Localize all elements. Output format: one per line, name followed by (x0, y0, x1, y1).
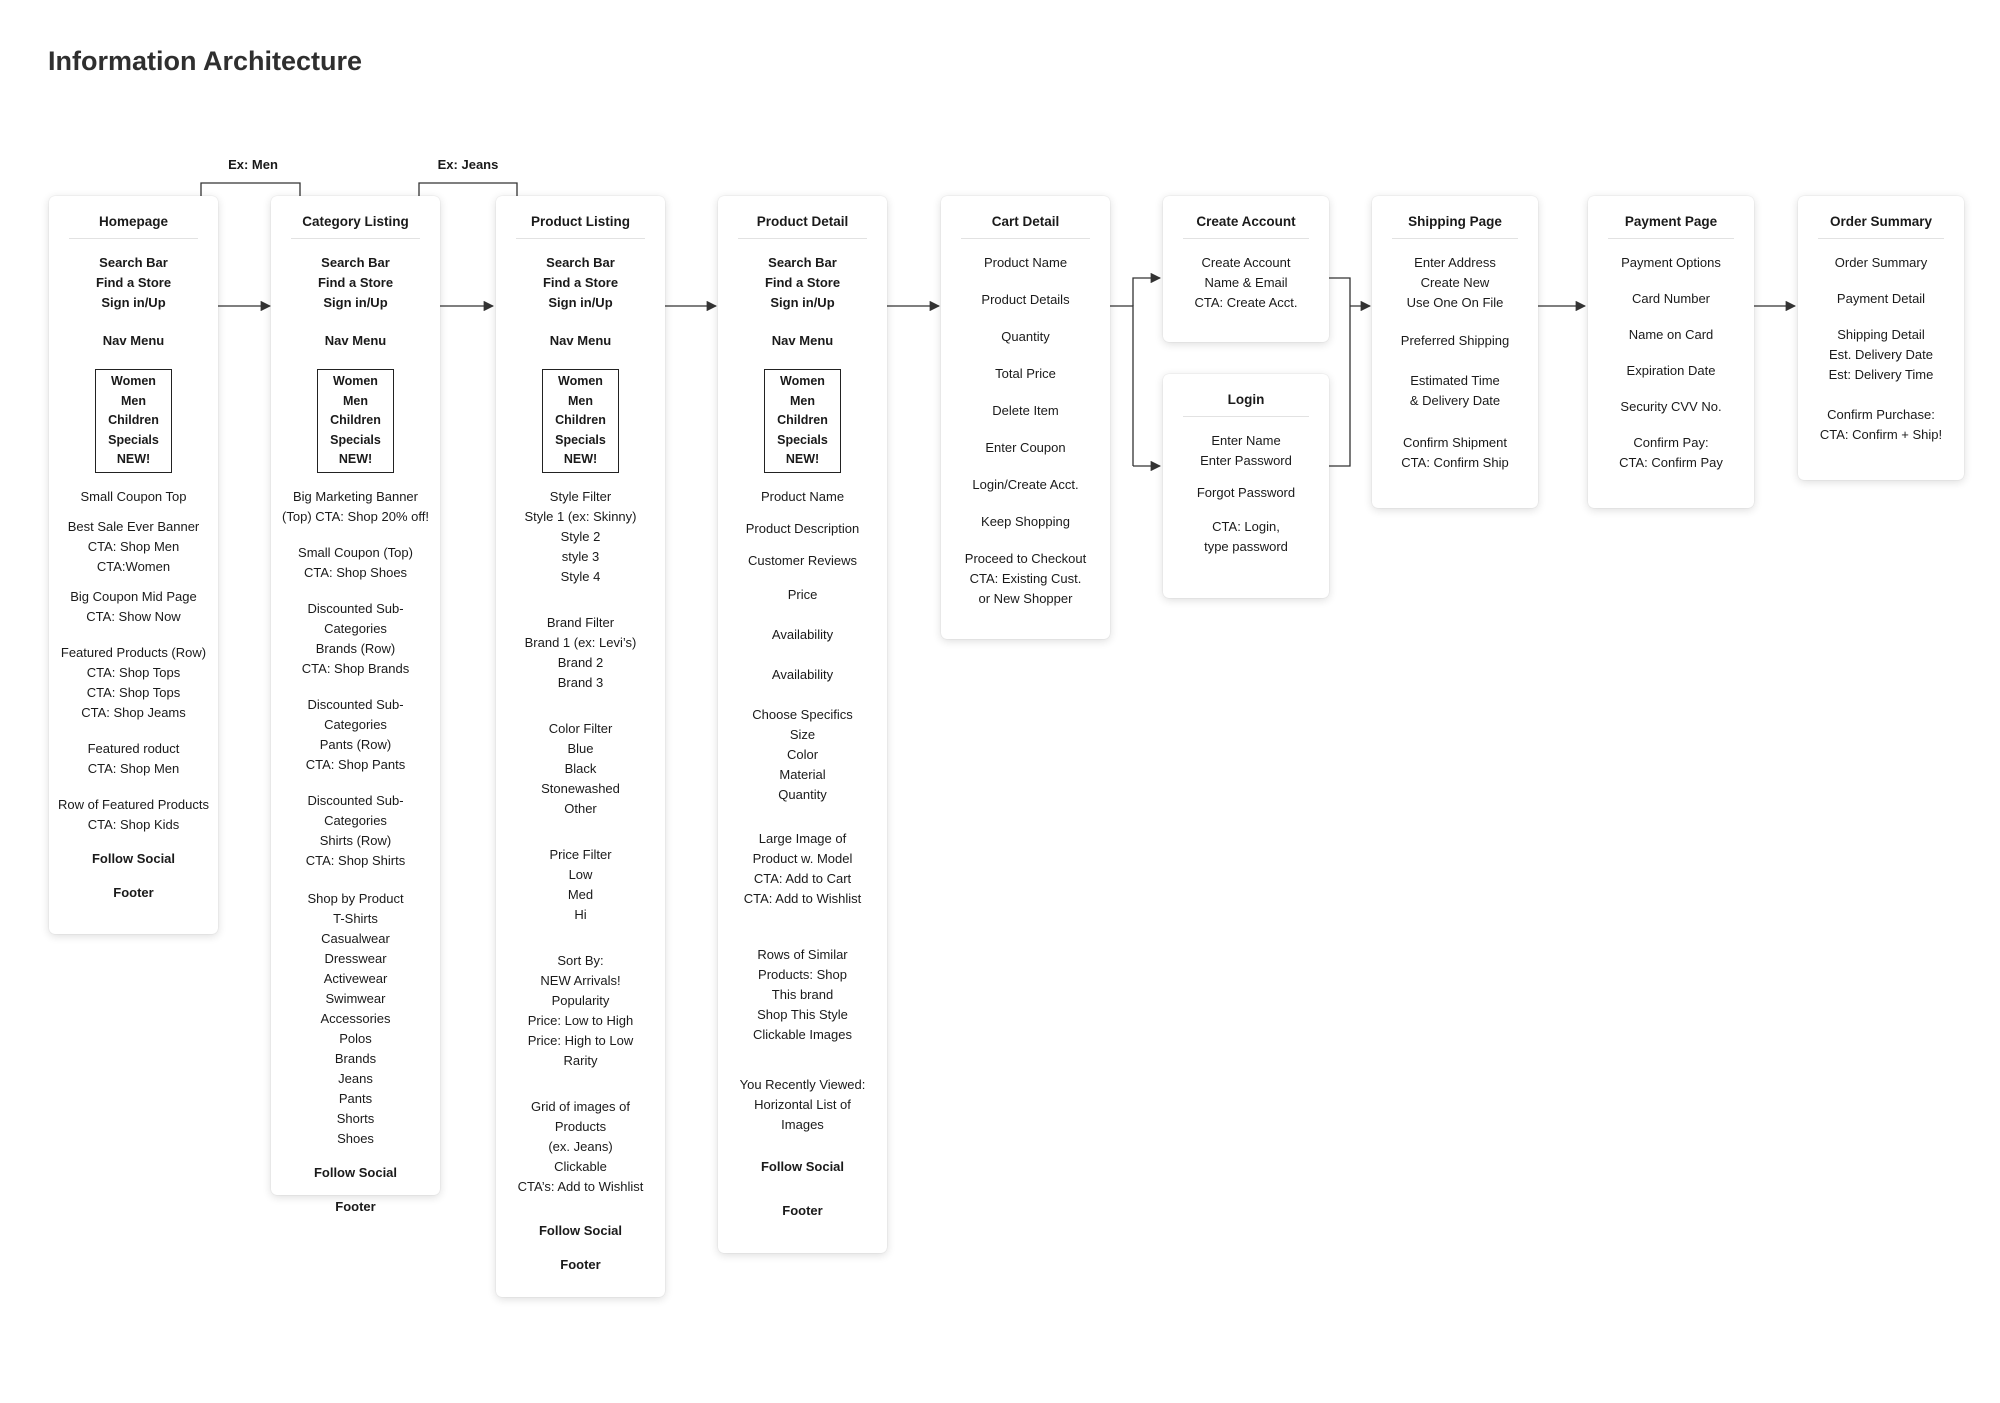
card-section (1171, 517, 1321, 557)
card-line: CTA: Shop Men (87, 538, 180, 554)
card-section (949, 401, 1102, 421)
card-line: Sign in/Up (101, 295, 166, 310)
card-line: Products: Shop (758, 966, 847, 982)
card-section (279, 253, 432, 313)
card-line: Discounted Sub-Categories (307, 696, 404, 732)
card-line: Footer (560, 1256, 601, 1272)
card-section (504, 253, 657, 313)
card-section (279, 543, 432, 583)
card-line: Sign in/Up (548, 295, 613, 310)
card-line: CTA: Shop Shoes (303, 564, 408, 580)
card-line: You Recently Viewed: (739, 1076, 866, 1092)
card-line: Create New (1420, 275, 1490, 290)
card-line: Footer (782, 1202, 823, 1218)
card-line: Confirm Pay: (1633, 435, 1709, 450)
card-line: Discounted Sub-Categories (307, 792, 404, 828)
card-section (1596, 397, 1746, 417)
card-line: Order Summary (1834, 255, 1928, 270)
card-line: CTA: Shop Tops (86, 664, 181, 680)
example-label-jeans: Ex: Jeans (437, 157, 499, 172)
card-line: CTA: Add to Cart (753, 870, 852, 886)
card-line: Preferred Shipping (1400, 333, 1510, 348)
card-line: Clickable (554, 1158, 607, 1174)
card-line: Delete Item (992, 403, 1059, 418)
nav-menu-item: Women (111, 374, 156, 388)
card-line: CTA: Login, (1212, 519, 1280, 534)
card-line: Availability (771, 666, 834, 682)
card-section (1596, 433, 1746, 473)
card-line: Search Bar (546, 255, 615, 270)
card-line: Other (564, 800, 597, 816)
card-section (726, 1157, 879, 1177)
card-line: This brand (771, 986, 834, 1002)
card-section (57, 487, 210, 507)
card-line: Product w. Model (752, 850, 853, 866)
card-line: Expiration Date (1626, 363, 1716, 378)
card-line: Find a Store (764, 275, 841, 290)
nav-menu-box (57, 365, 210, 473)
card-title: Category Listing (291, 214, 420, 239)
card-line: Name on Card (1628, 327, 1714, 342)
card-line: Style 4 (560, 568, 601, 584)
card-section (279, 599, 432, 679)
card-section (949, 475, 1102, 495)
card-line: Search Bar (768, 255, 837, 270)
card-line: Price (787, 586, 818, 602)
card-line: CTA: Shop Shirts (305, 852, 406, 868)
nav-menu-item: Children (108, 413, 159, 427)
card-line: Big Marketing Banner (292, 488, 418, 504)
card-section (57, 849, 210, 869)
nav-menu-item: NEW! (563, 452, 598, 466)
nav-menu-item: Specials (555, 432, 606, 447)
nav-menu-item: Children (777, 413, 828, 427)
card-line: Quantity (778, 786, 827, 802)
card-line: Size (789, 726, 816, 742)
card-line: Product Name (983, 255, 1068, 270)
card-section (1171, 483, 1321, 503)
card-line: Confirm Purchase: (1827, 407, 1935, 422)
card-section (726, 253, 879, 313)
card-section (1596, 253, 1746, 273)
nav-menu-item: Specials (108, 432, 159, 447)
card-line: Best Sale Ever Banner (67, 518, 200, 534)
card-section (726, 487, 879, 507)
card-line: Horizontal List of (754, 1096, 851, 1112)
example-label-men: Ex: Men (228, 157, 278, 172)
card-line: CTA: Shop Tops (86, 684, 181, 700)
card-line: Create Account (1201, 255, 1291, 270)
card-line: Follow Social (760, 1158, 845, 1174)
card-line: (ex. Jeans) (548, 1138, 613, 1154)
card-line: CTA: Shop Jeams (81, 704, 186, 720)
card-login (1163, 374, 1329, 598)
card-line: CTA: Confirm Ship (1401, 455, 1509, 470)
card-section (504, 845, 657, 925)
card-line: CTA: Existing Cust. (969, 571, 1082, 586)
card-line: Price: High to Low (527, 1032, 634, 1048)
card-line: Shipping Detail (1837, 327, 1925, 342)
nav-menu-item: Men (789, 393, 815, 408)
card-line: Availability (771, 626, 834, 642)
nav-menu-box (279, 365, 432, 473)
card-payment-page (1588, 196, 1754, 508)
card-section (1806, 325, 1956, 385)
card-section (1380, 433, 1530, 473)
card-line: Follow Social (91, 850, 176, 866)
card-section (1380, 253, 1530, 313)
card-line: Sign in/Up (323, 295, 388, 310)
card-line: Follow Social (538, 1222, 623, 1238)
card-line: Shorts (336, 1110, 375, 1126)
card-line: Enter Coupon (985, 440, 1066, 455)
card-homepage (49, 196, 218, 934)
card-section (949, 549, 1102, 609)
card-line: CTA’s: Add to Wishlist (517, 1178, 644, 1194)
card-section (949, 364, 1102, 384)
card-line: Shop by Product (307, 890, 404, 906)
card-section (1806, 253, 1956, 273)
card-line: Rarity (563, 1052, 598, 1068)
card-title: Homepage (69, 214, 198, 239)
card-line: Brand 3 (557, 674, 604, 690)
nav-menu-item: Men (567, 393, 593, 408)
card-line: Popularity (551, 992, 610, 1008)
card-section (726, 625, 879, 645)
card-section (726, 585, 879, 605)
card-line: Small Coupon Top (80, 488, 187, 504)
card-line: CTA:Women (96, 558, 171, 574)
card-line: Low (568, 866, 593, 882)
card-section (57, 883, 210, 903)
card-line: Quantity (1001, 329, 1050, 344)
arrow-cart-split (1110, 306, 1133, 466)
card-line: Discounted Sub-Categories (307, 600, 404, 636)
card-line: Nav Menu (102, 333, 165, 348)
nav-menu-bracket (764, 369, 841, 473)
card-line: Brands (334, 1050, 377, 1066)
card-line: Black (564, 760, 597, 776)
card-line: Card Number (1631, 291, 1711, 306)
card-line: Style Filter (549, 488, 612, 504)
card-section (726, 551, 879, 571)
card-section (504, 487, 657, 587)
card-section (504, 331, 657, 351)
card-line: Swimwear (325, 990, 386, 1006)
card-section (726, 705, 879, 805)
card-line: Jeans (338, 1070, 373, 1086)
card-section (726, 1201, 879, 1221)
card-line: Small Coupon (Top) (298, 544, 413, 560)
card-section (726, 945, 879, 1045)
card-section (1806, 289, 1956, 309)
card-line: Med (567, 886, 594, 902)
nav-menu-bracket (95, 369, 172, 473)
card-line: Shop This Style (757, 1006, 848, 1022)
card-section (726, 1075, 879, 1135)
nav-menu-item: NEW! (785, 452, 820, 466)
card-line: CTA: Shop Men (87, 760, 180, 776)
card-line: CTA: Shop Pants (305, 756, 406, 772)
card-section (57, 643, 210, 723)
card-section (279, 791, 432, 871)
nav-menu-item: Women (558, 374, 603, 388)
card-line: Brand 1 (ex: Levi’s) (524, 634, 637, 650)
card-line: Featured Products (Row) (60, 644, 207, 660)
card-line: Rows of Similar (757, 946, 848, 962)
card-line: Security CVV No. (1620, 399, 1722, 414)
card-line: Sign in/Up (770, 295, 835, 310)
card-line: Style 2 (560, 528, 601, 544)
page-title: Information Architecture (48, 46, 363, 76)
card-section (279, 889, 432, 1149)
card-section (279, 1163, 432, 1183)
card-line: Shirts (Row) (319, 832, 392, 848)
nav-menu-bracket (542, 369, 619, 473)
card-line: Nav Menu (771, 333, 834, 348)
nav-menu-bracket (317, 369, 394, 473)
card-section (504, 1097, 657, 1197)
card-line: Products (554, 1118, 607, 1134)
card-line: T-Shirts (333, 910, 378, 926)
card-title: Create Account (1183, 214, 1309, 239)
card-line: Price: Low to High (527, 1012, 634, 1028)
card-line: Row of Featured Products (57, 796, 210, 812)
card-create-account (1163, 196, 1329, 342)
card-section (1380, 331, 1530, 351)
card-line: Proceed to Checkout (964, 551, 1087, 566)
card-section (949, 253, 1102, 273)
card-section (726, 829, 879, 909)
card-line: Pants (338, 1090, 373, 1106)
card-product-listing (496, 196, 665, 1297)
card-line: Sort By: (557, 952, 604, 968)
card-line: Keep Shopping (981, 514, 1070, 529)
card-section (57, 331, 210, 351)
card-line: Brand Filter (546, 614, 615, 630)
card-line: Payment Detail (1836, 291, 1926, 306)
nav-menu-item: Children (330, 413, 381, 427)
card-section (726, 331, 879, 351)
card-line: Grid of images of (531, 1098, 630, 1114)
card-line: Blue (567, 740, 594, 756)
card-line: Dresswear (324, 950, 387, 966)
card-section (1171, 431, 1321, 471)
card-line: Total Price (995, 366, 1056, 381)
card-section (949, 438, 1102, 458)
card-section (279, 695, 432, 775)
nav-menu-box (726, 365, 879, 473)
card-line: Style 1 (ex: Skinny) (524, 508, 637, 524)
nav-menu-box (504, 365, 657, 473)
card-title: Payment Page (1608, 214, 1734, 239)
card-line: Customer Reviews (747, 552, 858, 568)
card-line: CTA: Create Acct. (1194, 295, 1298, 310)
card-line: Forgot Password (1196, 485, 1296, 500)
card-line: or New Shopper (978, 591, 1073, 606)
arrow-create-account-merge (1328, 278, 1350, 306)
card-section (1596, 325, 1746, 345)
card-section (504, 1255, 657, 1275)
card-line: Search Bar (99, 255, 168, 270)
card-line: Find a Store (95, 275, 172, 290)
card-section (57, 587, 210, 627)
card-line: Choose Specifics (752, 706, 853, 722)
card-line: Large Image of (758, 830, 847, 846)
card-line: CTA: Shop Kids (87, 816, 180, 832)
card-line: Price Filter (549, 846, 612, 862)
card-section (279, 487, 432, 527)
card-title: Product Listing (516, 214, 645, 239)
card-line: Follow Social (313, 1164, 398, 1180)
card-section (57, 517, 210, 577)
card-line: Clickable Images (753, 1026, 852, 1042)
card-line: Brand 2 (557, 654, 604, 670)
card-line: Estimated Time (1410, 373, 1500, 388)
card-line: Activewear (323, 970, 388, 986)
card-line: Est. Delivery Date (1828, 347, 1934, 362)
card-line: Search Bar (321, 255, 390, 270)
card-section (726, 519, 879, 539)
card-section (57, 739, 210, 779)
card-line: Color (786, 746, 819, 762)
card-title: Product Detail (738, 214, 867, 239)
card-section (726, 665, 879, 685)
card-line: Stonewashed (541, 780, 620, 796)
card-section (949, 512, 1102, 532)
card-line: Name & Email (1204, 275, 1288, 290)
card-line: CTA: Confirm + Ship! (1819, 427, 1943, 442)
card-section (1596, 289, 1746, 309)
card-line: Est: Delivery Time (1828, 367, 1934, 382)
card-section (57, 253, 210, 313)
card-shipping-page (1372, 196, 1538, 508)
card-cart-detail (941, 196, 1110, 639)
card-line: Payment Options (1621, 255, 1721, 270)
card-line: & Delivery Date (1409, 393, 1501, 408)
card-line: Footer (335, 1198, 376, 1214)
card-line: Big Coupon Mid Page (70, 588, 197, 604)
card-line: style 3 (561, 548, 600, 564)
nav-menu-item: Men (342, 393, 368, 408)
card-section (504, 613, 657, 693)
arrow-cart-to-create-account (1133, 278, 1160, 306)
card-line: (Top) CTA: Shop 20% off! (282, 508, 429, 524)
card-title: Cart Detail (961, 214, 1090, 239)
card-section (57, 795, 210, 835)
card-order-summary (1798, 196, 1964, 480)
card-line: Material (779, 766, 826, 782)
nav-menu-item: Women (780, 374, 825, 388)
card-section (504, 951, 657, 1071)
card-line: Brands (Row) (315, 640, 396, 656)
nav-menu-item: Men (120, 393, 146, 408)
card-line: Accessories (320, 1010, 391, 1026)
card-line: CTA: Shop Brands (301, 660, 410, 676)
card-line: Pants (Row) (319, 736, 392, 752)
card-line: Footer (113, 884, 154, 900)
card-line: Nav Menu (324, 333, 387, 348)
card-line: type password (1204, 539, 1288, 554)
card-line: CTA: Confirm Pay (1619, 455, 1723, 470)
nav-menu-item: Children (555, 413, 606, 427)
card-section (504, 719, 657, 819)
card-line: CTA: Show Now (86, 608, 181, 624)
card-section (1380, 371, 1530, 411)
card-line: Product Name (760, 488, 845, 504)
card-line: Product Details (981, 292, 1070, 307)
card-section (949, 290, 1102, 310)
card-line: Find a Store (542, 275, 619, 290)
card-line: Use One On File (1406, 295, 1504, 310)
card-section (949, 327, 1102, 347)
card-line: Images (781, 1116, 824, 1132)
card-line: Enter Name (1211, 433, 1281, 448)
nav-menu-item: NEW! (338, 452, 373, 466)
card-section (279, 1197, 432, 1217)
nav-menu-item: Specials (777, 432, 828, 447)
card-line: NEW Arrivals! (540, 972, 621, 988)
card-title: Login (1183, 392, 1309, 417)
arrow-login-merge (1328, 306, 1350, 466)
card-line: Product Description (745, 520, 860, 536)
card-section (504, 1221, 657, 1241)
card-line: Find a Store (317, 275, 394, 290)
card-line: Confirm Shipment (1402, 435, 1508, 450)
nav-menu-item: Specials (330, 432, 381, 447)
card-line: Shoes (337, 1130, 374, 1146)
card-line: Polos (339, 1030, 372, 1046)
card-line: Color Filter (548, 720, 613, 736)
card-section (279, 331, 432, 351)
card-line: CTA: Add to Wishlist (743, 890, 862, 906)
nav-menu-item: NEW! (116, 452, 151, 466)
card-line: Hi (574, 906, 587, 922)
card-section (1171, 253, 1321, 313)
card-product-detail (718, 196, 887, 1253)
card-title: Order Summary (1818, 214, 1944, 239)
card-section (1806, 405, 1956, 445)
card-title: Shipping Page (1392, 214, 1518, 239)
card-line: Enter Password (1200, 453, 1292, 468)
nav-menu-item: Women (333, 374, 378, 388)
card-section (1596, 361, 1746, 381)
card-line: Nav Menu (549, 333, 612, 348)
card-line: Featured roduct (87, 740, 180, 756)
card-line: Login/Create Acct. (972, 477, 1079, 492)
card-line: Enter Address (1414, 255, 1496, 270)
card-line: Casualwear (321, 930, 390, 946)
card-category-listing (271, 196, 440, 1214)
